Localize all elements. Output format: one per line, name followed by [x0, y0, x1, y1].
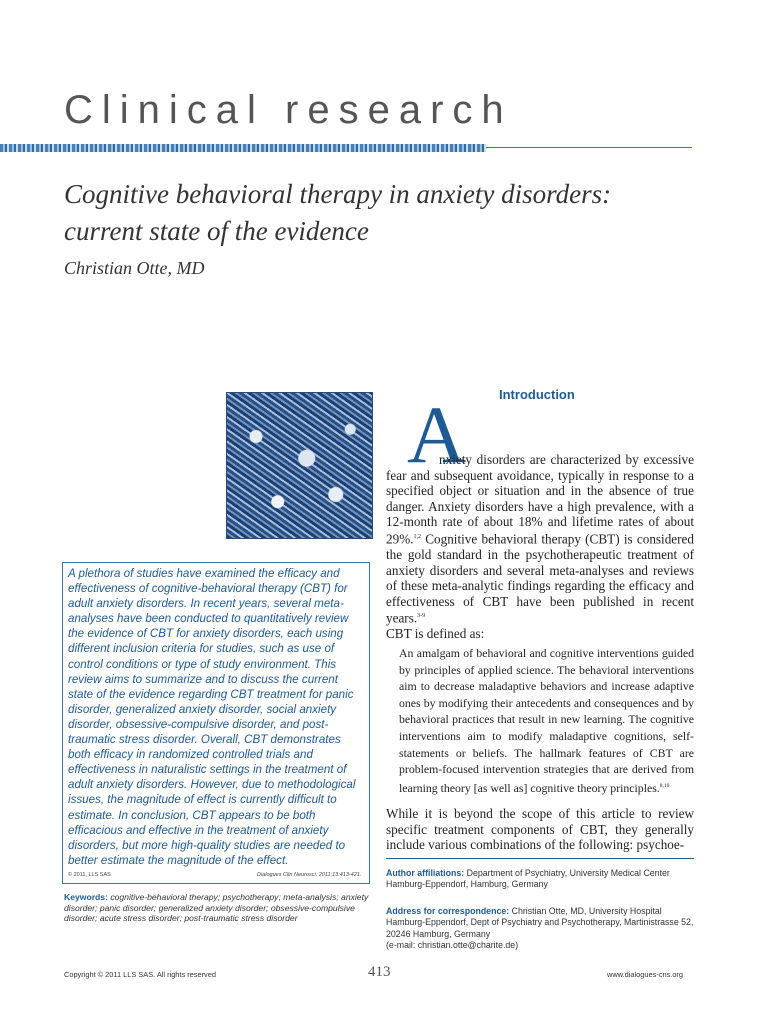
- article-title: Cognitive behavioral therapy in anxiety disorders: current state of the evidence: [64, 179, 612, 246]
- intro-para1-ref-1: 1,2: [413, 533, 421, 540]
- quote-ref: 8,10: [659, 782, 670, 789]
- section-title-rule: [0, 144, 692, 152]
- intro-paragraph-2: CBT is defined as:: [386, 626, 485, 642]
- drop-cap: A: [407, 389, 467, 480]
- cbt-definition-quote: [399, 645, 694, 796]
- author-affiliations: [386, 868, 696, 891]
- correspondence-text: Christian Otte, MD, University Hospital Hamburg-Eppendorf, Dept of Psychiatry and Psychotherapy, Martinistrasse 52, 20246 Hamburg, Germany: [386, 906, 694, 939]
- correspondence-address: [386, 906, 696, 952]
- correspondence-email: (e-mail: christian.otte@charite.de): [386, 940, 519, 951]
- article-illustration: [226, 392, 373, 539]
- intro-paragraph-1: [386, 452, 694, 642]
- footer-copyright: Copyright © 2011 LLS SAS. All rights reserved: [64, 970, 216, 979]
- abstract-copyright: © 2011, LLS SAS: [68, 872, 111, 878]
- quote-text: An amalgam of behavioral and cognitive interventions guided by principles of applied science. The behavioral interventions aim to decrease maladaptive behaviors and increase adaptive ones by modifying their antecedents and consequences and by behavioral practices that result in new learning. The cognitive interventions aim to modify maladaptive cognitions, self-statements or beliefs. The hallmark features of CBT are problem-focused intervention strategies that are derived from learning theory [as well as] cognitive theory principles.: [399, 646, 694, 795]
- abstract-text: A plethora of studies have examined the efficacy and effectiveness of cognitive-behavioral therapy (CBT) for adult anxiety disorders. In recent years, several meta-analyses have been conducted to quantitatively review the evidence of CBT for anxiety disorders, each using different inclusion criteria for studies, such as use of control conditions or type of study environment. This review aims to summarize and to discuss the current state of the evidence regarding CBT treatment for panic disorder, generalized anxiety disorder, social anxiety disorder, obsessive-compulsive disorder, and post-traumatic stress disorder. Overall, CBT demonstrates both efficacy in randomized controlled trials and effectiveness in naturalistic settings in the treatment of adult anxiety disorders. However, due to methodological issues, the magnitude of effect is currently difficult to estimate. In conclusion, CBT appears to be both efficacious and effective in the treatment of anxiety disorders, but more high-quality studies are needed to better estimate the magnitude of the effect.: [68, 567, 356, 867]
- intro-para1-part-a: nxiety disorders are characterized by excessive fear and subsequent avoidance, typically in response to a specified object or situation and in the absence of true danger. Anxiety disorders have a high prevalence, with a 12-month rate of about 18% and lifetime rates of about 29%.: [386, 452, 694, 547]
- intro-para1-block: [386, 452, 694, 626]
- rule-pattern: [0, 144, 486, 152]
- intro-para1-part-b: Cognitive behavioral therapy (CBT) is considered the gold standard in the psychotherapeutic treatment of anxiety disorders and several meta-analyses and reviews of these meta-analytic findings regarding the efficacy and effectiveness of CBT have been published in recent years.: [386, 531, 694, 626]
- page-number: 413: [368, 964, 391, 980]
- introduction-heading: Introduction: [499, 387, 575, 402]
- footer-url[interactable]: www.dialogues-cns.org: [607, 970, 683, 979]
- affiliation-rule: [386, 858, 694, 859]
- abstract-citation: Dialogues Clin Neurosci. 2011;13:413-421.: [257, 872, 362, 878]
- correspondence-label: Address for correspondence:: [386, 906, 510, 916]
- rule-line: [486, 147, 692, 148]
- intro-paragraph-3: While it is beyond the scope of this article to review specific treatment components of CBT, they generally include various combinations of the following: psychoe-: [386, 806, 694, 853]
- keywords-text: cognitive-behavioral therapy; psychotherapy; meta-analysis; anxiety disorder; panic disorder; generalized anxiety disorder; obsessive-compulsive disorder; acute stress disorder; post-traumatic stress disorder: [64, 892, 369, 924]
- affiliations-text: Department of Psychiatry, University Medical Center Hamburg-Eppendorf, Hamburg, Germany: [386, 868, 670, 890]
- article-author: Christian Otte, MD: [64, 258, 205, 278]
- affiliations-label: Author affiliations:: [386, 868, 465, 878]
- intro-para1-ref-2: 3-9: [417, 613, 426, 620]
- keywords-label: Keywords:: [64, 892, 108, 902]
- keywords: [64, 892, 370, 924]
- section-title: Clinical research: [64, 88, 513, 132]
